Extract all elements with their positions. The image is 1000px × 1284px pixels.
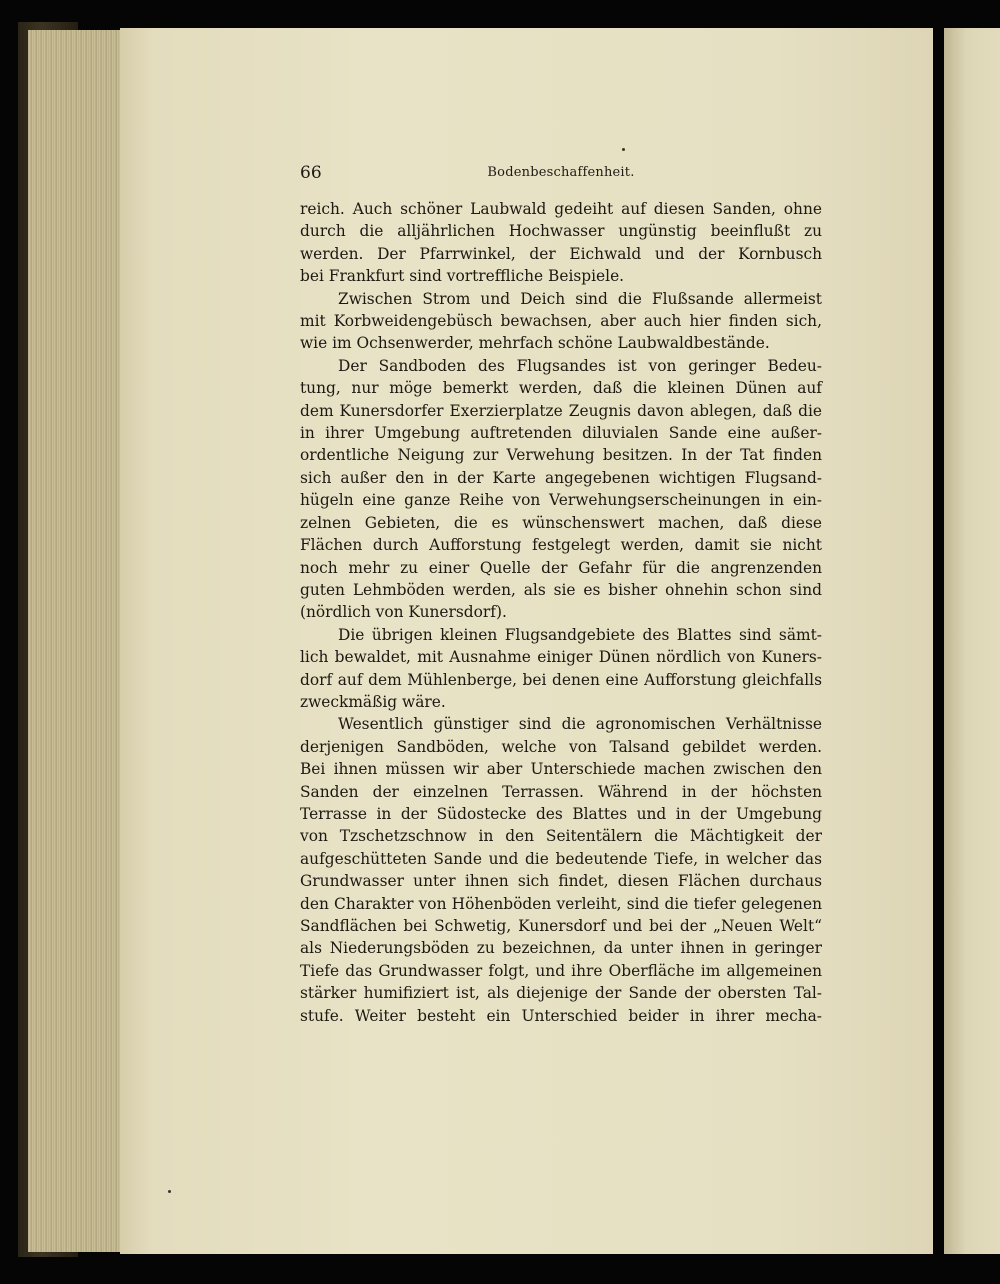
text-line: reich. Auch schöner Laubwald gedeiht auf diesen Sanden, ohne [300, 200, 822, 218]
paragraph [300, 624, 822, 714]
text-line: bei Frankfurt sind vortreffliche Beispiele. [300, 267, 625, 286]
text-line: Sandflächen bei Schwetig, Kunersdorf und bei der „Neuen Welt“ [300, 917, 822, 935]
text-line: Wesentlich günstiger sind die agronomischen Verhältnisse [338, 715, 822, 734]
text-line: Flächen durch Aufforstung festgelegt werden, damit sie nicht [300, 536, 822, 555]
page-edges [28, 30, 128, 1252]
text-line: Bei ihnen müssen wir aber Unterschiede machen zwischen den [300, 760, 822, 779]
text-line: als Niederungsböden zu bezeichnen, da unter ihnen in geringer [300, 939, 822, 958]
text-line: wie im Ochsenwerder, mehrfach schöne Laubwaldbestände. [300, 334, 770, 353]
page-header [300, 160, 822, 186]
paper-speck [622, 148, 625, 151]
text-line: Sanden der einzelnen Terrassen. Während in der höchsten [300, 782, 822, 801]
text-line: aufgeschütteten Sande und die bedeutende Tiefe, in welcher das [300, 849, 822, 868]
text-line: (nördlich von Kunersdorf). [300, 603, 507, 622]
running-title: Bodenbeschaffenheit. [487, 165, 635, 180]
text-line: von Tzschetzschnow in den Seitentälern die Mächtigkeit der [300, 827, 822, 846]
facing-page-edge [944, 28, 1000, 1254]
paragraph [300, 288, 822, 355]
text-line: derjenigen Sandböden, welche von Talsand gebildet werden. [300, 737, 822, 756]
text-line: zelnen Gebieten, die es wünschenswert machen, daß diese [300, 513, 822, 532]
text-line: Zwischen Strom und Deich sind die Flußsande allermeist [338, 289, 822, 308]
text-line: Die übrigen kleinen Flugsandgebiete des Blattes sind sämt- [338, 625, 822, 644]
paragraph [300, 713, 822, 1027]
text-line: dorf auf dem Mühlenberge, bei denen eine Aufforstung gleichfalls [300, 670, 822, 689]
text-line: werden. Der Pfarrwinkel, der Eichwald und der Kornbusch [300, 244, 822, 263]
paper-speck [168, 1190, 171, 1193]
text-line: guten Lehmböden werden, als sie es bisher ohnehin schon sind [300, 580, 822, 599]
text-line: stufe. Weiter besteht ein Unterschied beider in ihrer mecha- [300, 1006, 822, 1025]
page-number: 66 [300, 163, 322, 183]
text-line: in ihrer Umgebung auftretenden diluvialen Sande eine außer- [300, 424, 822, 443]
text-line: Terrasse in der Südostecke des Blattes und in der Umgebung [300, 804, 822, 823]
text-line: Grundwasser unter ihnen sich findet, diesen Flächen durchaus [300, 872, 822, 891]
text-line: sich außer den in der Karte angegebenen wichtigen Flugsand- [300, 468, 822, 487]
text-line: Der Sandboden des Flugsandes ist von geringer Bedeu- [338, 356, 822, 375]
text-line: den Charakter von Höhenböden verleiht, sind die tiefer gelegenen [300, 894, 822, 913]
text-line: Tiefe das Grundwasser folgt, und ihre Oberfläche im allgemeinen [300, 961, 822, 980]
text-line: tung, nur möge bemerkt werden, daß die kleinen Dünen auf [300, 379, 822, 398]
text-line: durch die alljährlichen Hochwasser ungünstig beeinflußt zu [300, 222, 822, 241]
text-line: dem Kunersdorfer Exerzierplatze Zeugnis davon ablegen, daß die [300, 401, 822, 420]
text-line: lich bewaldet, mit Ausnahme einiger Dünen nördlich von Kuners- [300, 648, 822, 667]
text-line: ordentliche Neigung zur Verwehung besitzen. In der Tat finden [300, 446, 822, 465]
text-line: hügeln eine ganze Reihe von Verwehungserscheinungen in ein- [300, 491, 822, 510]
paragraph [300, 355, 822, 624]
body-text [300, 198, 822, 1027]
text-line: mit Korbweidengebüsch bewachsen, aber auch hier finden sich, [300, 312, 822, 331]
text-line: stärker humifiziert ist, als diejenige der Sande der obersten Tal- [300, 984, 822, 1003]
paragraph [300, 198, 822, 288]
text-line: noch mehr zu einer Quelle der Gefahr für die angrenzenden [300, 558, 822, 577]
text-line: zweckmäßig wäre. [300, 692, 446, 711]
